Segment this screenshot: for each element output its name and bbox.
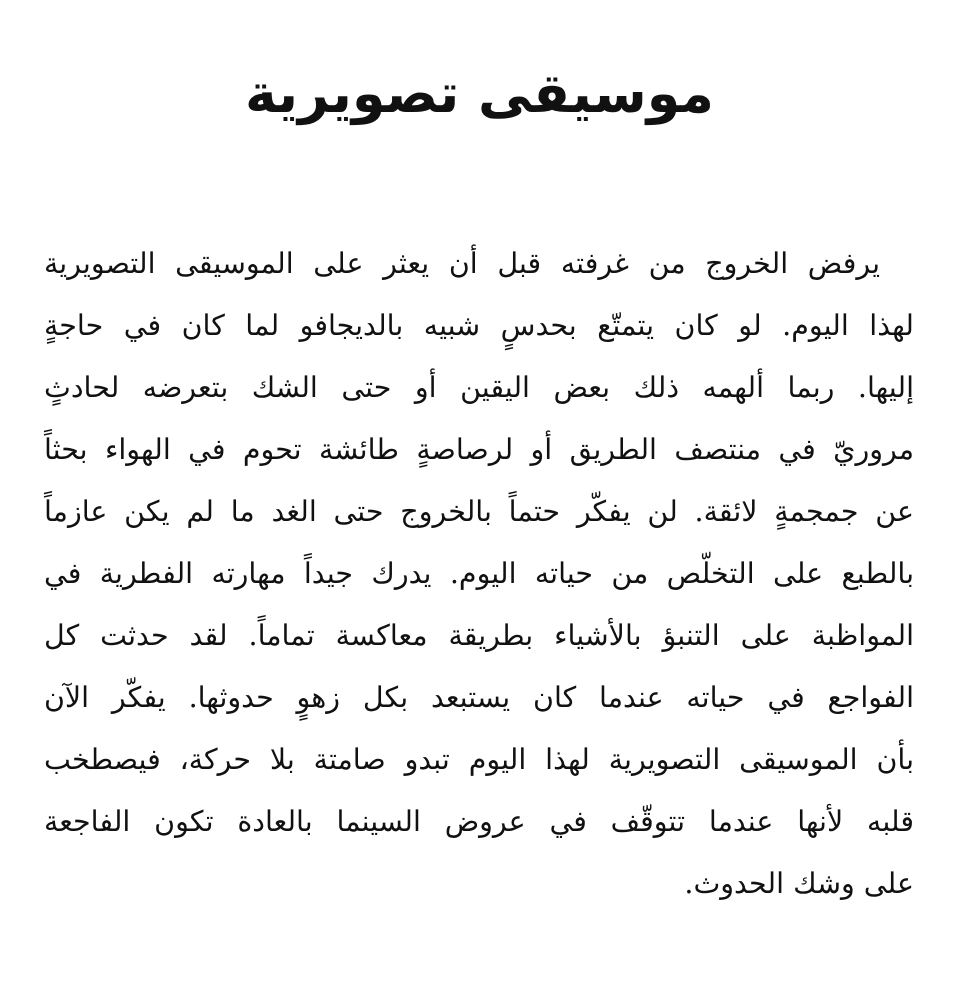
text-line: الفواجع في حياته عندما كان يستبعد بكل زهوٍ حدوثها. يفكّر الآن bbox=[44, 681, 914, 714]
document-body bbox=[44, 233, 914, 915]
text-line: عن جمجمةٍ لائقة. لن يفكّر حتماً بالخروج حتى الغد ما لم يكن عازماً bbox=[44, 495, 914, 528]
text-line: إليها. ربما ألهمه ذلك بعض اليقين أو حتى الشك بتعرضه لحادثٍ bbox=[44, 371, 914, 404]
document-title: موسيقى تصويرية bbox=[245, 62, 714, 125]
text-line: قلبه لأنها عندما تتوقّف في عروض السينما بالعادة تكون الفاجعة bbox=[44, 805, 914, 838]
text-line: بأن الموسيقى التصويرية لهذا اليوم تبدو صامتة بلا حركة، فيصطخب bbox=[44, 743, 914, 776]
text-line: المواظبة على التنبؤ بالأشياء بطريقة معاكسة تماماً. لقد حدثت كل bbox=[44, 619, 914, 652]
text-line: بالطبع على التخلّص من حياته اليوم. يدرك جيداً مهارته الفطرية في bbox=[44, 557, 914, 590]
text-line: على وشك الحدوث. bbox=[684, 867, 914, 900]
text-line: مروريّ في منتصف الطريق أو لرصاصةٍ طائشة تحوم في الهواء بحثاً bbox=[44, 433, 914, 466]
text-line: لهذا اليوم. لو كان يتمتّع بحدسٍ شبيه بالديجافو لما كان في حاجةٍ bbox=[44, 309, 914, 342]
text-line: يرفض الخروج من غرفته قبل أن يعثر على الموسيقى التصويرية bbox=[44, 247, 880, 280]
